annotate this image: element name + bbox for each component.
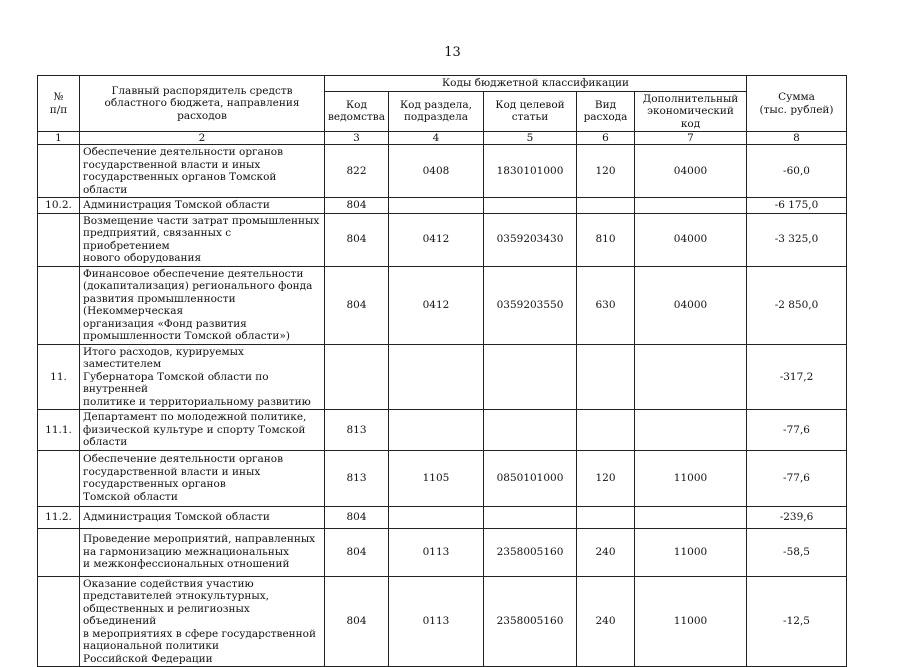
expense-type-code: 630 bbox=[577, 266, 635, 344]
econ-code: 11000 bbox=[635, 576, 747, 667]
header-codes-group: Коды бюджетной классификации bbox=[325, 76, 747, 92]
expense-name: Обеспечение деятельности органов государственной власти и иных государственных органов Томской области bbox=[80, 145, 325, 198]
target-code bbox=[484, 410, 577, 451]
target-code bbox=[484, 506, 577, 528]
row-number bbox=[38, 213, 80, 266]
econ-code: 04000 bbox=[635, 213, 747, 266]
table-row bbox=[38, 576, 847, 667]
row-number bbox=[38, 576, 80, 667]
target-code: 2358005160 bbox=[484, 528, 577, 576]
row-number bbox=[38, 266, 80, 344]
header-sum: Сумма (тыс. рублей) bbox=[747, 76, 847, 132]
sum-value: -60,0 bbox=[747, 145, 847, 198]
expense-type-code: 240 bbox=[577, 528, 635, 576]
econ-code: 11000 bbox=[635, 528, 747, 576]
sum-value: -6 175,0 bbox=[747, 198, 847, 214]
header-econ: Дополнительный экономический код bbox=[635, 91, 747, 132]
section-code: 0412 bbox=[389, 266, 484, 344]
dept-code: 804 bbox=[325, 266, 389, 344]
table-row bbox=[38, 506, 847, 528]
econ-code bbox=[635, 410, 747, 451]
section-code: 0113 bbox=[389, 576, 484, 667]
econ-code bbox=[635, 198, 747, 214]
dept-code: 813 bbox=[325, 410, 389, 451]
sum-value: -317,2 bbox=[747, 344, 847, 410]
target-code: 0359203550 bbox=[484, 266, 577, 344]
target-code: 0850101000 bbox=[484, 450, 577, 506]
expense-name: Администрация Томской области bbox=[80, 198, 325, 214]
sum-value: -58,5 bbox=[747, 528, 847, 576]
section-code bbox=[389, 344, 484, 410]
econ-code bbox=[635, 506, 747, 528]
expense-name: Департамент по молодежной политике, физической культуре и спорту Томской области bbox=[80, 410, 325, 451]
column-index-row bbox=[38, 132, 847, 145]
table-row bbox=[38, 213, 847, 266]
target-code: 0359203430 bbox=[484, 213, 577, 266]
row-number bbox=[38, 528, 80, 576]
section-code bbox=[389, 506, 484, 528]
expense-name: Финансовое обеспечение деятельности (докапитализация) регионального фонда развития промышленности (Некоммерческая организация «Фонд развития промышленности Томской области») bbox=[80, 266, 325, 344]
section-code: 1105 bbox=[389, 450, 484, 506]
index-cell: 2 bbox=[80, 132, 325, 145]
index-cell: 6 bbox=[577, 132, 635, 145]
sum-value: -3 325,0 bbox=[747, 213, 847, 266]
sum-value: -2 850,0 bbox=[747, 266, 847, 344]
section-code bbox=[389, 198, 484, 214]
index-cell: 5 bbox=[484, 132, 577, 145]
header-section: Код раздела, подраздела bbox=[389, 91, 484, 132]
expense-type-code: 120 bbox=[577, 450, 635, 506]
expense-type-code bbox=[577, 410, 635, 451]
expense-type-code bbox=[577, 344, 635, 410]
section-code: 0113 bbox=[389, 528, 484, 576]
dept-code bbox=[325, 344, 389, 410]
table-row bbox=[38, 528, 847, 576]
dept-code: 804 bbox=[325, 506, 389, 528]
dept-code: 804 bbox=[325, 213, 389, 266]
dept-code: 804 bbox=[325, 576, 389, 667]
expense-name: Итого расходов, курируемых заместителем Губернатора Томской области по внутренней политике и территориальному развитию bbox=[80, 344, 325, 410]
table-row bbox=[38, 410, 847, 451]
sum-value: -77,6 bbox=[747, 410, 847, 451]
expense-name: Оказание содействия участию представителей этнокультурных, общественных и религиозных объединений в мероприятиях в сфере государственной национальной политики Российской Федерации bbox=[80, 576, 325, 667]
table-row bbox=[38, 450, 847, 506]
index-cell: 1 bbox=[38, 132, 80, 145]
dept-code: 813 bbox=[325, 450, 389, 506]
expense-name: Обеспечение деятельности органов государственной власти и иных государственных органов Томской области bbox=[80, 450, 325, 506]
econ-code bbox=[635, 344, 747, 410]
row-number: 11. bbox=[38, 344, 80, 410]
expense-name: Возмещение части затрат промышленных предприятий, связанных с приобретением нового оборудования bbox=[80, 213, 325, 266]
index-cell: 8 bbox=[747, 132, 847, 145]
expense-type-code bbox=[577, 506, 635, 528]
row-number: 11.1. bbox=[38, 410, 80, 451]
sum-value: -12,5 bbox=[747, 576, 847, 667]
section-code bbox=[389, 410, 484, 451]
target-code bbox=[484, 344, 577, 410]
expense-type-code: 120 bbox=[577, 145, 635, 198]
sum-value: -239,6 bbox=[747, 506, 847, 528]
row-number: 11.2. bbox=[38, 506, 80, 528]
row-number bbox=[38, 145, 80, 198]
sum-value: -77,6 bbox=[747, 450, 847, 506]
expense-type-code: 240 bbox=[577, 576, 635, 667]
header-dept: Код ведомства bbox=[325, 91, 389, 132]
header-type: Вид расхода bbox=[577, 91, 635, 132]
index-cell: 7 bbox=[635, 132, 747, 145]
header-no: № п/п bbox=[38, 76, 80, 132]
target-code bbox=[484, 198, 577, 214]
index-cell: 3 bbox=[325, 132, 389, 145]
header-target: Код целевой статьи bbox=[484, 91, 577, 132]
page-number: 13 bbox=[444, 45, 461, 60]
budget-table bbox=[37, 75, 847, 667]
row-number bbox=[38, 450, 80, 506]
table-row bbox=[38, 145, 847, 198]
expense-name: Администрация Томской области bbox=[80, 506, 325, 528]
target-code: 1830101000 bbox=[484, 145, 577, 198]
section-code: 0408 bbox=[389, 145, 484, 198]
econ-code: 04000 bbox=[635, 145, 747, 198]
table-row bbox=[38, 198, 847, 214]
section-code: 0412 bbox=[389, 213, 484, 266]
dept-code: 804 bbox=[325, 528, 389, 576]
target-code: 2358005160 bbox=[484, 576, 577, 667]
dept-code: 804 bbox=[325, 198, 389, 214]
expense-type-code: 810 bbox=[577, 213, 635, 266]
expense-type-code bbox=[577, 198, 635, 214]
econ-code: 11000 bbox=[635, 450, 747, 506]
econ-code: 04000 bbox=[635, 266, 747, 344]
expense-name: Проведение мероприятий, направленных на гармонизацию межнациональных и межконфессиональных отношений bbox=[80, 528, 325, 576]
dept-code: 822 bbox=[325, 145, 389, 198]
row-number: 10.2. bbox=[38, 198, 80, 214]
index-cell: 4 bbox=[389, 132, 484, 145]
table-row bbox=[38, 266, 847, 344]
header-name: Главный распорядитель средств областного бюджета, направления расходов bbox=[80, 76, 325, 132]
table-row bbox=[38, 344, 847, 410]
